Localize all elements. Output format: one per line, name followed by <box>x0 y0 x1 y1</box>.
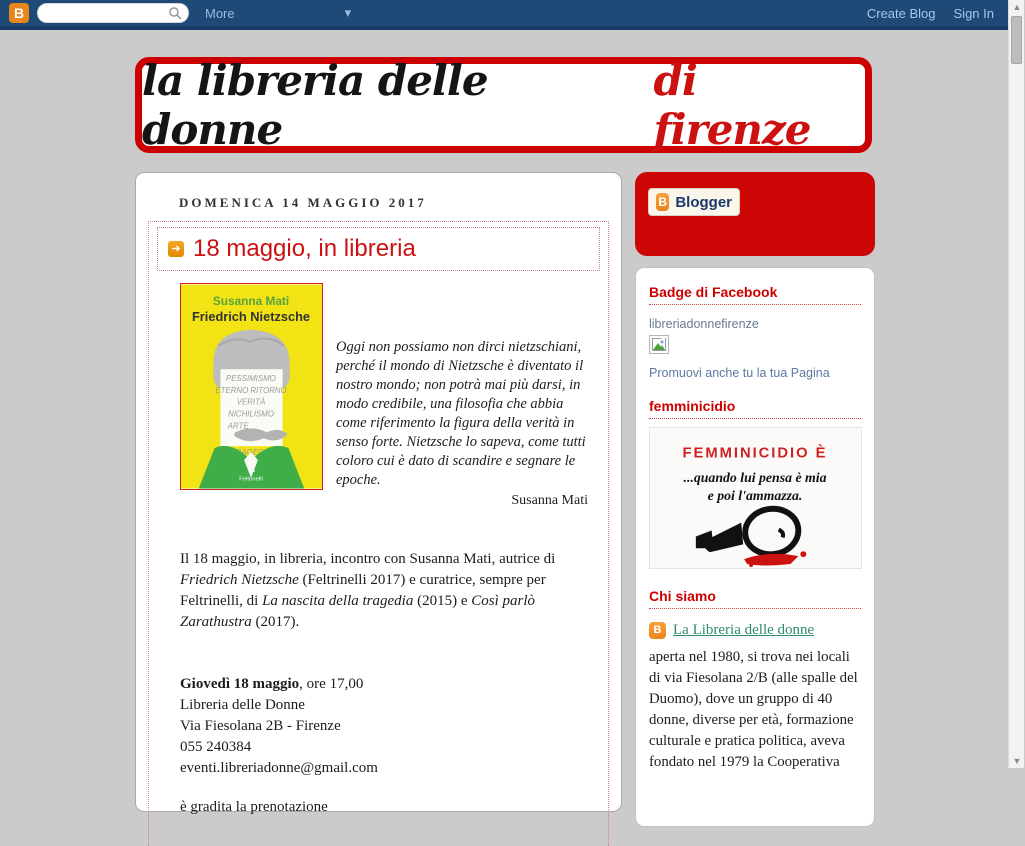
post-date-header: DOMENICA 14 MAGGIO 2017 <box>179 195 427 210</box>
event-note: è gradita la prenotazione <box>180 799 328 815</box>
event-date-bold: Giovedì 18 maggio <box>180 676 300 692</box>
para-text: (Feltrinelli 2017) e curatrice, sempre per Feltrinelli, di <box>180 572 546 609</box>
post-title-box <box>157 227 600 271</box>
book-title-italic: La nascita della tragedia <box>262 593 414 609</box>
para-text: Il 18 maggio, in libreria, incontro con Susanna Mati, autrice di <box>180 551 556 567</box>
page-scrollbar[interactable] <box>1008 0 1024 768</box>
event-email: eventi.libreriadonne@gmail.com <box>180 760 378 776</box>
blogger-badge-button[interactable] <box>648 188 740 216</box>
svg-text:NICHILISMO: NICHILISMO <box>228 409 274 419</box>
event-time: , ore 17,00 <box>299 676 364 692</box>
blogger-logo-icon[interactable]: B <box>9 3 29 23</box>
sidebar-blogger-card <box>635 172 875 256</box>
event-venue: Libreria delle Donne <box>180 697 305 713</box>
post-title-link[interactable]: 18 maggio, in libreria <box>193 235 416 262</box>
post-quote: Oggi non possiamo non dirci nietzschiani, perché il mondo di Nietzsche è diventato il nostro mondo; non potrà mai più darsi, in modo credibile, una filosofia che abbia come riferimento la figura della verità in senso forte. Nietzsche lo sapeva, come tutti coloro cui è dato di scandire e segnare le epoche. <box>336 339 586 488</box>
event-address: Via Fiesolana 2B - Firenze <box>180 718 341 734</box>
svg-text:Susanna Mati: Susanna Mati <box>212 294 290 309</box>
search-icon <box>168 6 182 20</box>
main-post-column <box>135 172 622 815</box>
book-title-italic: Friedrich Nietzsche <box>180 572 299 588</box>
facebook-page-link[interactable]: libreriadonnefirenze <box>649 317 759 331</box>
search-input[interactable] <box>44 6 168 20</box>
blog-title-red: di firenze <box>653 56 811 154</box>
svg-text:PESSIMISMO: PESSIMISMO <box>226 374 276 384</box>
svg-text:ARTE: ARTE <box>227 421 249 431</box>
chi-siamo-text: aperta nel 1980, si trova nei locali di via Fiesolana 2/B (alle spalle del Duomo), dove un gruppo di 40 donne, diverse per età, formazione culturale e pratica politica, aveva fondato nel 1979 la Cooperativa <box>649 649 858 770</box>
blog-header-banner[interactable] <box>135 57 872 153</box>
post-paragraph <box>180 549 588 633</box>
more-menu[interactable]: More <box>205 5 235 21</box>
blogger-navbar <box>0 0 1008 30</box>
create-blog-link[interactable]: Create Blog <box>866 5 936 21</box>
book-title-italic: Così parlò Zarathustra <box>180 593 535 630</box>
event-details <box>180 674 588 779</box>
svg-text:FEMMINICIDIO È: FEMMINICIDIO È <box>682 445 828 462</box>
blogger-badge-label: Blogger <box>675 193 732 211</box>
book-cover-image <box>180 283 323 490</box>
scrollbar-thumb[interactable] <box>1011 16 1022 64</box>
svg-text:Friedrich Nietzsche: Friedrich Nietzsche <box>191 308 311 324</box>
svg-text:Feltrinelli: Feltrinelli <box>239 476 263 483</box>
facebook-promote-link[interactable]: Promuovi anche tu la tua Pagina <box>649 366 830 380</box>
scroll-up-arrow-icon[interactable]: ▲ <box>1012 2 1022 12</box>
post-content <box>149 271 608 816</box>
event-phone: 055 240384 <box>180 739 252 755</box>
svg-text:e poi l'ammazza.: e poi l'ammazza. <box>707 487 803 503</box>
quote-attribution: Susanna Mati <box>511 493 588 508</box>
sign-in-link[interactable]: Sign In <box>953 5 994 21</box>
navbar-search-box[interactable] <box>37 3 189 23</box>
sidebar <box>635 267 875 827</box>
chevron-down-icon[interactable]: ▾ <box>344 5 352 20</box>
scroll-down-arrow-icon[interactable]: ▼ <box>1012 756 1022 766</box>
blogger-profile-icon: B <box>649 622 666 639</box>
chi-siamo-heading: Chi siamo <box>649 588 861 609</box>
femminicidio-heading: femminicidio <box>649 398 861 419</box>
blogger-b-icon: B <box>656 193 669 211</box>
facebook-badge-heading: Badge di Facebook <box>649 284 861 305</box>
svg-text:VERITÀ: VERITÀ <box>236 397 266 407</box>
para-text: (2015) e <box>413 593 472 609</box>
blog-title-black: la libreria delle donne <box>142 56 488 154</box>
post-container <box>148 221 609 846</box>
post-bullet-arrow-icon: ➜ <box>168 241 184 257</box>
profile-link[interactable]: La Libreria delle donne <box>673 622 815 638</box>
broken-image-icon <box>649 335 669 354</box>
para-text: (2017). <box>251 614 300 630</box>
femminicidio-image <box>649 427 862 569</box>
svg-text:...quando lui pensa è mia: ...quando lui pensa è mia <box>683 470 827 486</box>
svg-text:ETERNO RITORNO: ETERNO RITORNO <box>215 385 287 395</box>
